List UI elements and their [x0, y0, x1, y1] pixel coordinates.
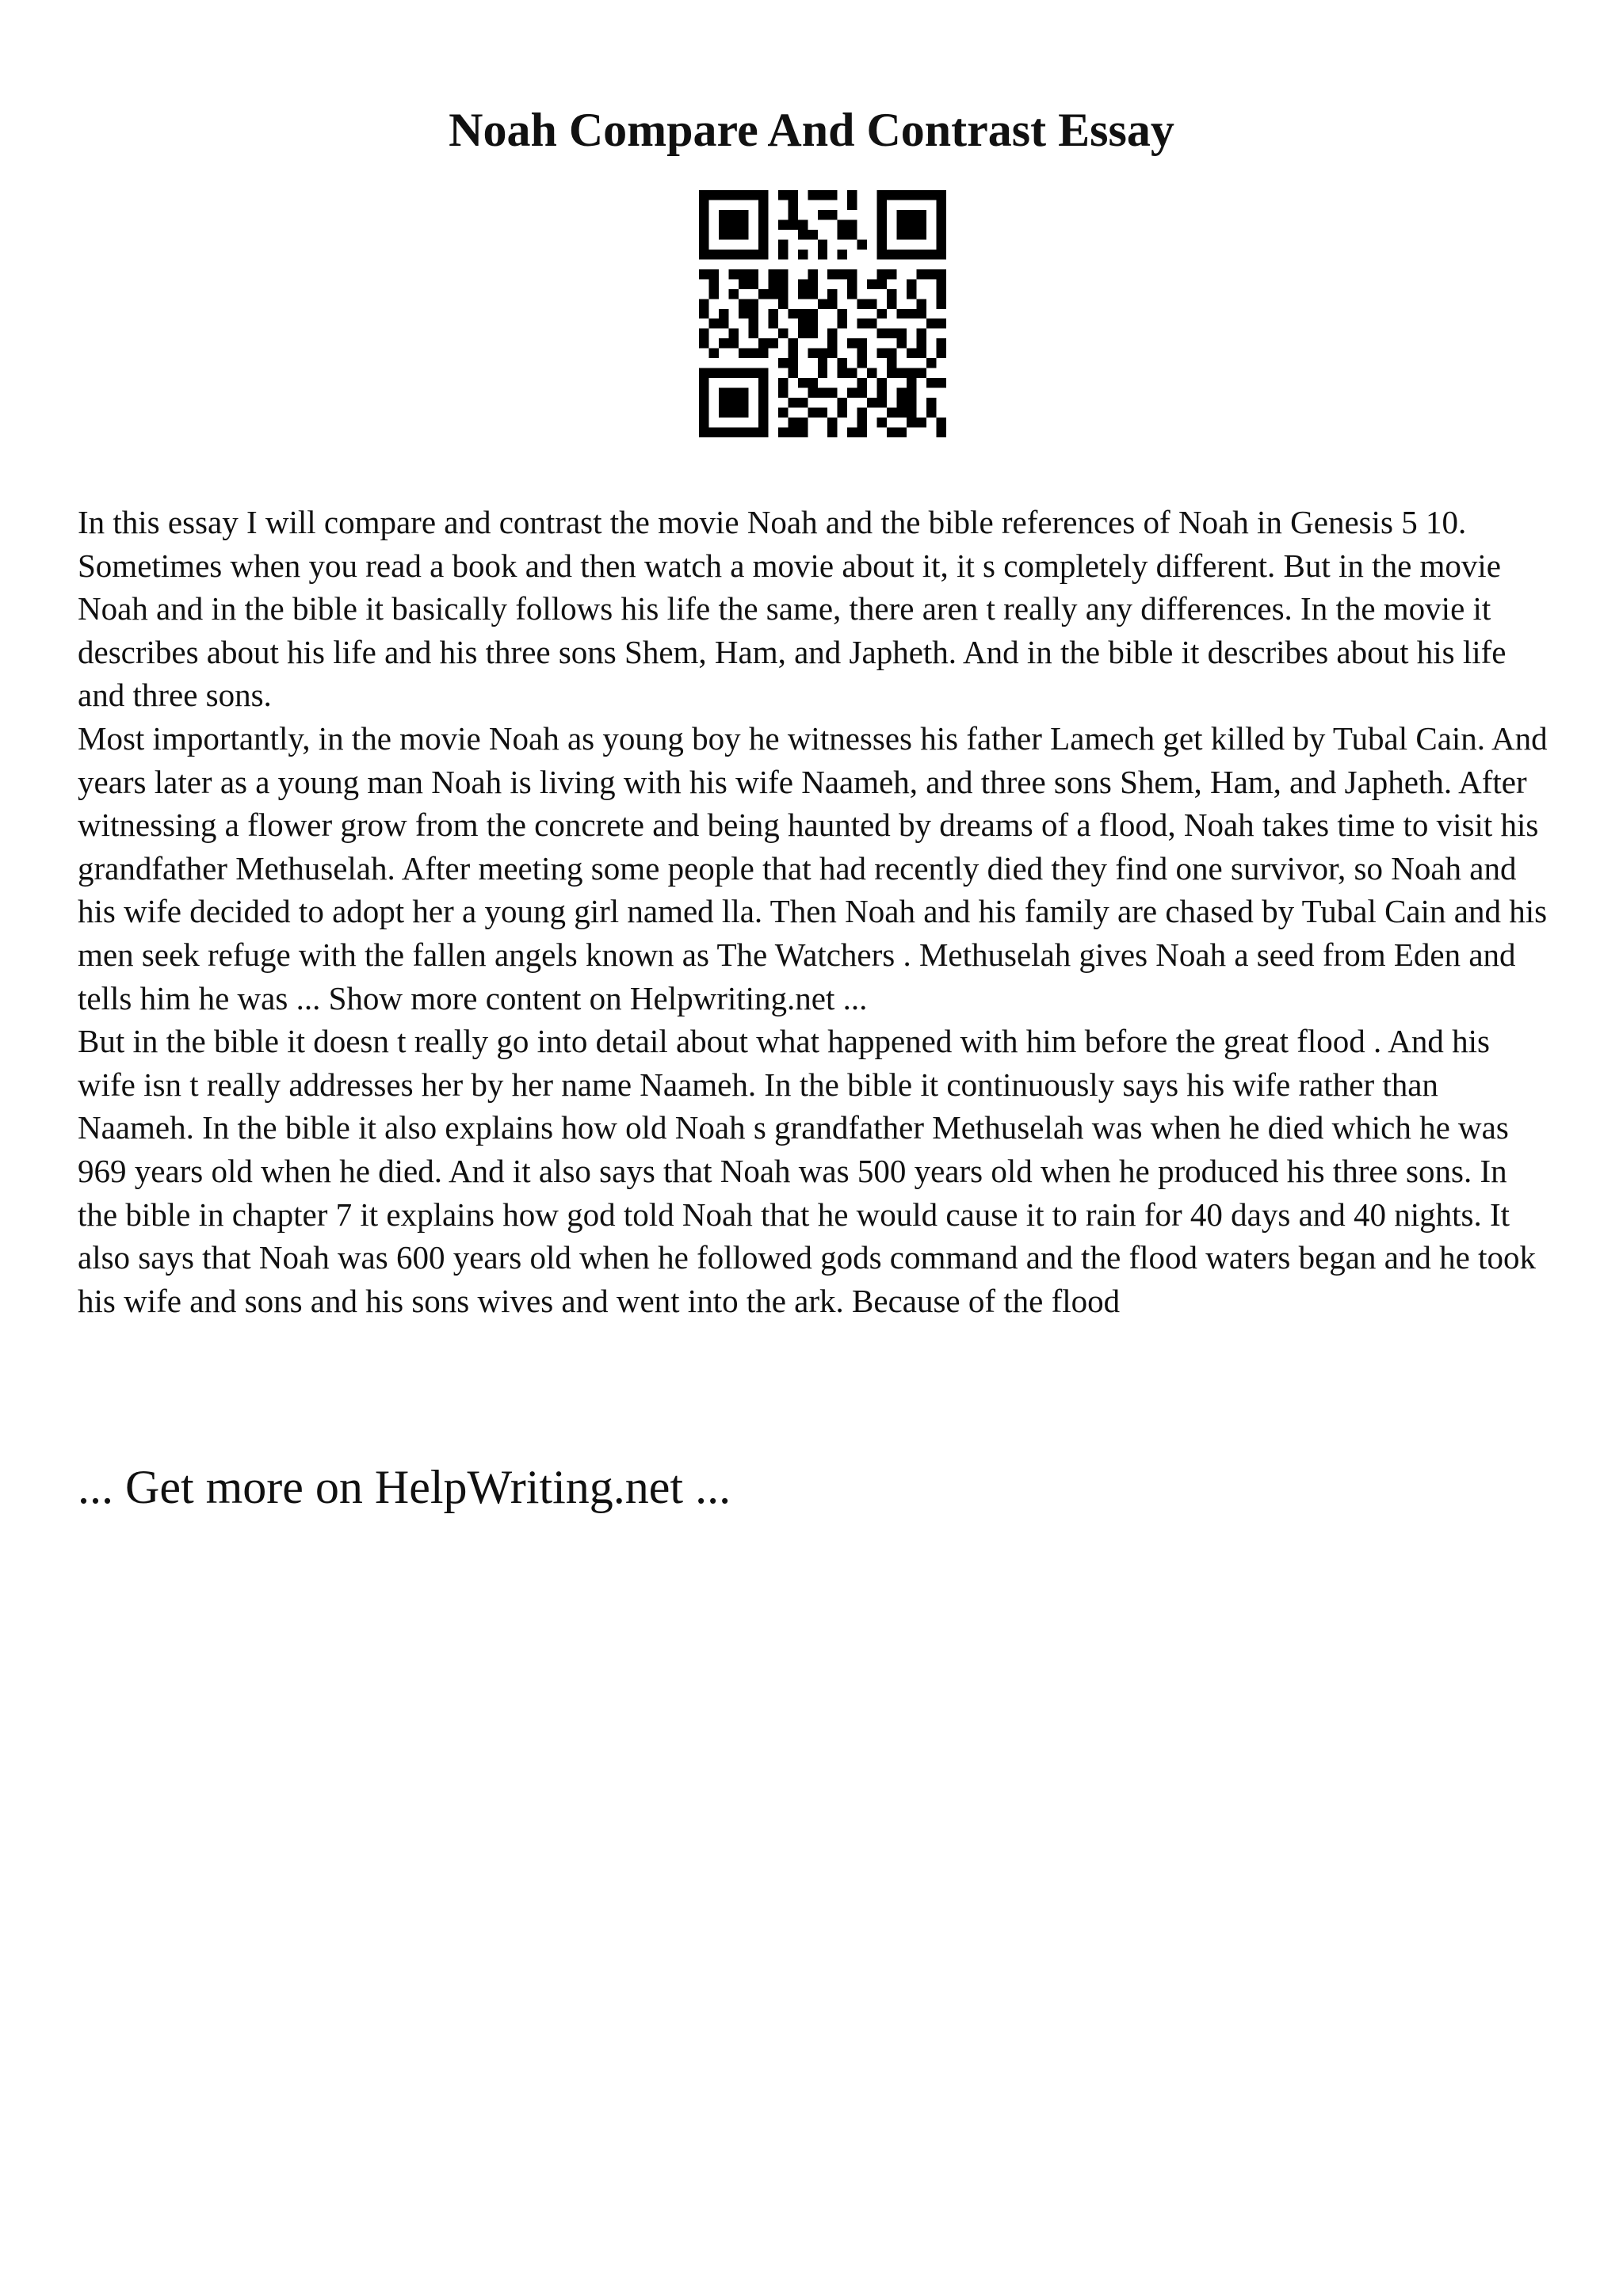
page-title: Noah Compare And Contrast Essay — [449, 104, 1174, 156]
essay-body — [78, 501, 1552, 1322]
qr-code-icon — [699, 190, 946, 437]
get-more-link[interactable]: ... Get more on HelpWriting.net ... — [78, 1461, 731, 1513]
essay-paragraph: In this essay I will compare and contrast the movie Noah and the bible references of Noah in Genesis 5 10. Sometimes when you read a book and then watch a movie about it, it s completely different. But in the movie Noah and in the bible it basically follows his life the same, there aren t really any differences. In the movie it describes about his life and his three sons Shem, Ham, and Japheth. And in the bible it describes about his life and three sons. — [78, 504, 1507, 714]
essay-paragraph: Most importantly, in the movie Noah as young boy he witnesses his father Lamech get killed by Tubal Cain. And years later as a young man Noah is living with his wife Naameh, and three sons Shem, Ham, and Japheth. After witnessing a flower grow from the concrete and being haunted by dreams of a flood, Noah takes time to visit his grandfather Methuselah. After meeting some people that had recently died they find one survivor, so Noah and his wife decided to adopt her a young girl named lla. Then Noah and his family are chased by Tubal Cain and his men seek refuge with the fallen angels known as The Watchers . Methuselah gives Noah a seed from Eden and tells him he was ... Show more content on Helpwriting.net ... — [78, 719, 1548, 1016]
essay-paragraph: But in the bible it doesn t really go into detail about what happened with him before the great flood . And his wife isn t really addresses her by her name Naameh. In the bible it continuously says his wife rather than Naameh. In the bible it also explains how old Noah s grandfather Methuselah was when he died which he was 969 years old when he died. And it also says that Noah was 500 years old when he produced his three sons. In the bible in chapter 7 it explains how god told Noah that he would cause it to rain for 40 days and 40 nights. It also says that Noah was 600 years old when he followed gods command and the flood waters began and he took his wife and sons and his sons wives and went into the ark. Because of the flood — [78, 1023, 1536, 1319]
